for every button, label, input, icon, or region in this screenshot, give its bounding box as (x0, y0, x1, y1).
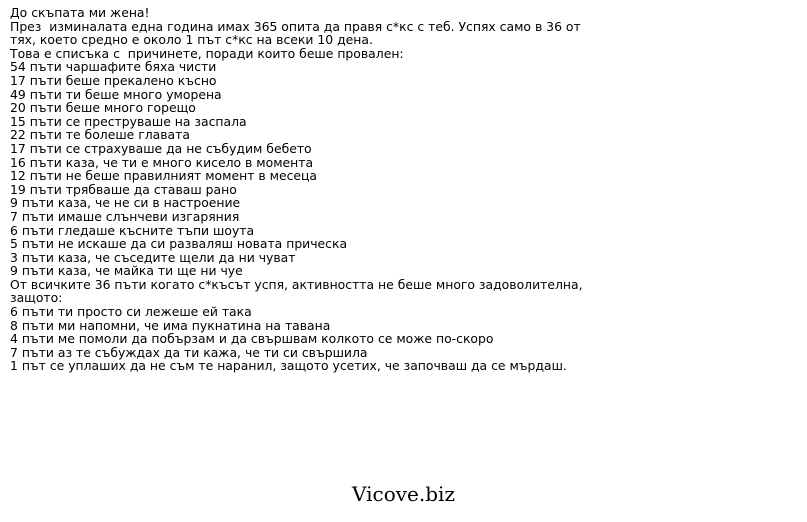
letter-line: защото: (10, 290, 63, 306)
letter-line: Това е списъка с причинете, поради които беше провален: (10, 45, 404, 61)
letter-line: 9 пъти каза, че не си в настроение (10, 195, 241, 211)
letter-line: 17 пъти се страхуваше да не събудим бебето (10, 140, 312, 156)
letter-line: 7 пъти аз те събуждах да ти кажа, че ти си свършила (10, 344, 368, 360)
letter-line: До скъпата ми жена! (10, 5, 150, 20)
letter-line: 16 пъти каза, че ти е много кисело в момента (10, 154, 314, 170)
site-watermark: Vicove.biz (352, 482, 455, 506)
letter-line: 17 пъти беше прекалено късно (10, 72, 217, 88)
letter-line: 9 пъти каза, че майка ти ще ни чуе (10, 263, 243, 279)
letter-line: 4 пъти ме помоли да побързам и да свършвам колкото се може по-скоро (10, 331, 494, 347)
letter-line: 12 пъти не беше правилният момент в месеца (10, 168, 318, 184)
letter-line: 6 пъти гледаше късните тъпи шоута (10, 222, 255, 238)
letter-line: От всичките 36 пъти когато с*късът успя, активността не беше много задоволителна, (10, 276, 583, 292)
letter-line: 8 пъти ми напомни, че има пукнатина на тавана (10, 317, 331, 333)
letter-line: тях, което средно е около 1 път с*кс на всеки 10 дена. (10, 32, 373, 48)
letter-text (10, 6, 800, 373)
letter-line: 22 пъти те болеше главата (10, 127, 190, 143)
letter-line: 20 пъти беше много горещо (10, 100, 196, 116)
letter-line: 19 пъти трябваше да ставаш рано (10, 181, 237, 197)
letter-line: През изминалата една година имах 365 опита да правя с*кс с теб. Успях само в 36 от (10, 18, 581, 34)
letter-line: 7 пъти имаше слънчеви изгаряния (10, 208, 240, 224)
letter-line: 1 път се уплаших да не съм те наранил, защото усетих, че започваш да се мърдаш. (10, 358, 567, 374)
letter-line: 49 пъти ти беше много уморена (10, 86, 222, 102)
letter-line: 5 пъти не искаше да си разваляш новата прическа (10, 236, 348, 252)
letter-line: 3 пъти каза, че съседите щели да ни чуват (10, 249, 296, 265)
letter-line: 15 пъти се преструваше на заспала (10, 113, 247, 129)
letter-line: 54 пъти чаршафите бяха чисти (10, 59, 217, 75)
letter-line: 6 пъти ти просто си лежеше ей така (10, 304, 252, 320)
